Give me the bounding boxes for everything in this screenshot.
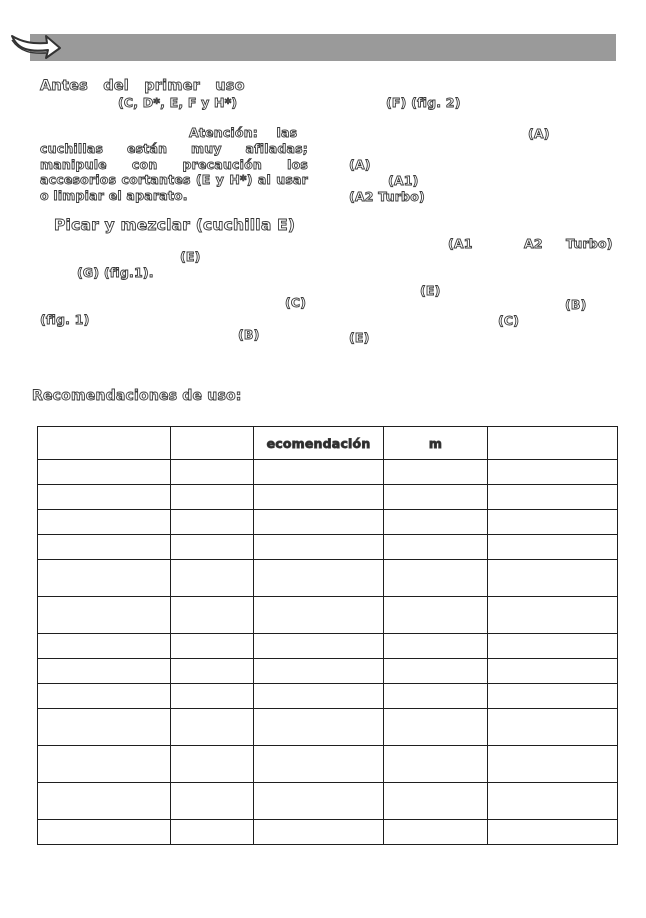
table-cell: [488, 485, 618, 510]
table-row: [38, 634, 618, 659]
table-cell: [38, 746, 171, 783]
arrow-right-icon: [8, 28, 64, 64]
table-cell: [171, 535, 254, 560]
table-cell: [171, 820, 254, 845]
table-cell: [384, 460, 488, 485]
table-row: [38, 597, 618, 634]
f-fig2-ref: (F) (fig. 2): [386, 95, 461, 110]
table-row: [38, 783, 618, 820]
a2-turbo-ref: (A2 Turbo): [349, 189, 425, 204]
table-cell: [254, 634, 384, 659]
warning-line: accesorios cortantes (E y H*) al usar: [40, 172, 308, 188]
table-cell: [384, 820, 488, 845]
table-cell: [384, 783, 488, 820]
table-cell: [254, 560, 384, 597]
table-header-row: [38, 427, 618, 460]
table-cell: [254, 746, 384, 783]
table-cell: [38, 485, 171, 510]
c-ref-right: (C): [498, 313, 520, 328]
table-cell: [254, 684, 384, 709]
table-cell: [254, 510, 384, 535]
table-row: [38, 746, 618, 783]
recommendations-table: [37, 426, 618, 845]
table-cell: [254, 783, 384, 820]
table-row: [38, 460, 618, 485]
header-cell-m: m: [384, 427, 488, 460]
table-cell: [488, 709, 618, 746]
header-cell: [171, 427, 254, 460]
table-cell: [488, 783, 618, 820]
table-row: [38, 535, 618, 560]
table-cell: [171, 485, 254, 510]
table-cell: [384, 510, 488, 535]
section-header-bar: [30, 34, 616, 61]
warning-paragraph: [40, 141, 308, 203]
table-cell: [171, 634, 254, 659]
table-cell: [254, 460, 384, 485]
table-cell: [38, 820, 171, 845]
table-cell: [254, 820, 384, 845]
table-cell: [254, 709, 384, 746]
table-row: [38, 709, 618, 746]
table-cell: [171, 510, 254, 535]
a1-ref: (A1): [388, 173, 419, 188]
table-cell: [488, 460, 618, 485]
table-cell: [384, 659, 488, 684]
table-cell: [171, 460, 254, 485]
table-cell: [171, 684, 254, 709]
warning-line: cuchillas están muy afiladas;: [40, 141, 308, 156]
table-row: [38, 510, 618, 535]
table-cell: [384, 485, 488, 510]
table-cell: [384, 535, 488, 560]
turbo-ref: Turbo): [566, 236, 613, 251]
table-cell: [488, 820, 618, 845]
g-fig1-ref: (G) (fig.1).: [77, 265, 154, 280]
table-cell: [38, 783, 171, 820]
table-row: [38, 560, 618, 597]
table-cell: [171, 659, 254, 684]
heading-first-use: Antes del primer uso: [40, 78, 245, 94]
table-cell: [171, 746, 254, 783]
warning-line: manipule con precaución los: [40, 156, 308, 172]
table-cell: [488, 746, 618, 783]
table-row: [38, 820, 618, 845]
b-ref: (B): [238, 327, 260, 342]
table-cell: [384, 684, 488, 709]
table-cell: [488, 597, 618, 634]
table-cell: [38, 460, 171, 485]
table-cell: [254, 485, 384, 510]
table-cell: [171, 597, 254, 634]
table-cell: [384, 709, 488, 746]
heading-chop-mix: Picar y mezclar (cuchilla E): [54, 216, 296, 234]
a-ref: (A): [528, 126, 550, 141]
table-cell: [488, 634, 618, 659]
table-cell: [488, 510, 618, 535]
c-ref: (C): [285, 295, 307, 310]
header-cell-recommendation: ecomendación: [254, 427, 384, 460]
table-cell: [38, 634, 171, 659]
table-cell: [384, 634, 488, 659]
table-cell: [254, 535, 384, 560]
table-cell: [171, 560, 254, 597]
table-cell: [384, 597, 488, 634]
fig1-ref: (fig. 1): [40, 312, 90, 327]
warning-line: o limpiar el aparato.: [40, 187, 188, 203]
table-cell: [38, 684, 171, 709]
table-cell: [254, 659, 384, 684]
table-cell: [38, 510, 171, 535]
table-cell: [171, 783, 254, 820]
a2-ref: A2: [524, 236, 543, 251]
table-cell: [38, 659, 171, 684]
b-ref-right: (B): [565, 297, 587, 312]
a-ref-2: (A): [349, 157, 371, 172]
table-cell: [38, 560, 171, 597]
table-row: [38, 659, 618, 684]
e-ref-right-2: (E): [349, 330, 370, 345]
warning-lead: Atención: las: [189, 125, 298, 140]
header-cell: [38, 427, 171, 460]
table-cell: [488, 535, 618, 560]
e-ref-right: (E): [420, 283, 441, 298]
table-cell: [38, 709, 171, 746]
table-row: [38, 684, 618, 709]
table-cell: [254, 597, 384, 634]
table-cell: [488, 684, 618, 709]
table-row: [38, 485, 618, 510]
table-cell: [488, 560, 618, 597]
header-cell: [488, 427, 618, 460]
table-cell: [38, 597, 171, 634]
blade-e-ref: (E): [180, 249, 201, 264]
a1-ref-2: (A1: [448, 236, 473, 251]
table-cell: [38, 535, 171, 560]
table-cell: [384, 560, 488, 597]
table-cell: [488, 659, 618, 684]
table-cell: [171, 709, 254, 746]
parts-reference: (C, D*, E, F y H*): [118, 95, 238, 110]
table-cell: [384, 746, 488, 783]
recommendations-title: Recomendaciones de uso:: [32, 388, 242, 404]
